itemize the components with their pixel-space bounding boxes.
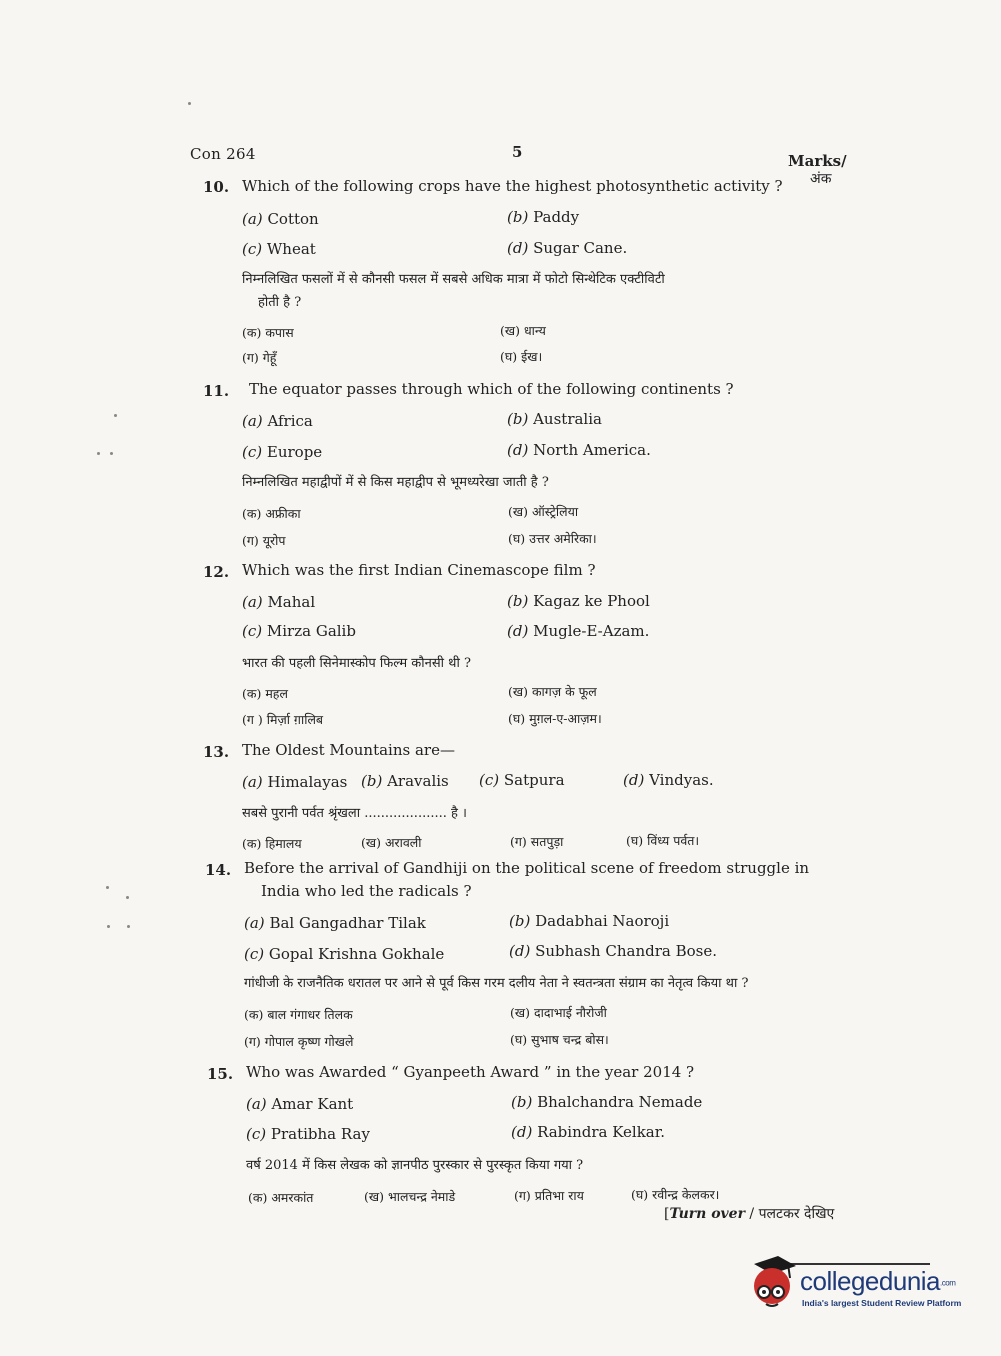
option-d: (d) Rabindra Kelkar.: [511, 1123, 666, 1141]
marks-label-hi: अंक: [810, 171, 832, 187]
question-text: The equator passes through which of the following continents ?: [249, 380, 734, 398]
question-text: Who was Awarded “ Gyanpeeth Award ” in the year 2014 ?: [246, 1063, 695, 1081]
question-text-line-2: India who led the radicals ?: [261, 882, 472, 900]
hindi-option-kha: (ख) अरावली: [361, 835, 422, 850]
hindi-question-line-1: भारत की पहली सिनेमास्कोप फिल्म कौनसी थी ?: [242, 656, 471, 671]
option-c: (c) Wheat: [242, 240, 316, 258]
page-number: 5: [512, 143, 523, 161]
hindi-question-line-1: सबसे पुरानी पर्वत श्रृंखला .................... है ।: [242, 806, 467, 821]
speck: [106, 886, 109, 889]
hindi-option-ga: (ग) गेहूँ: [242, 350, 277, 365]
option-d: (d) Sugar Cane.: [507, 239, 628, 257]
question-number: 11.: [203, 382, 230, 400]
collegedunia-mascot-icon: [744, 1254, 800, 1310]
turn-over-hi: / पलटकर देखिए: [749, 1206, 835, 1222]
speck: [126, 896, 129, 899]
option-c: (c) Satpura: [479, 771, 565, 789]
hindi-option-kha: (ख) धान्य: [500, 323, 546, 338]
option-c: (c) Mirza Galib: [242, 622, 356, 640]
option-b: (b) Paddy: [507, 208, 580, 226]
question-text: The Oldest Mountains are—: [242, 741, 455, 759]
option-d: (d) Subhash Chandra Bose.: [509, 942, 717, 960]
hindi-option-ka: (क) बाल गंगाधर तिलक: [244, 1007, 353, 1022]
speck: [110, 452, 113, 455]
hindi-question-line-1: वर्ष 2014 में किस लेखक को ज्ञानपीठ पुरस्कार से पुरस्कृत किया गया ?: [246, 1158, 584, 1173]
hindi-option-gha: (घ) ईख।: [500, 349, 543, 364]
hindi-question-line-1: गांधीजी के राजनैतिक धरातल पर आने से पूर्व किस गरम दलीय नेता ने स्वतन्त्रता संग्राम का नेतृत्व किया था ?: [244, 976, 749, 991]
option-b: (b) Australia: [507, 410, 602, 428]
collegedunia-wordmark: collegedunia.com: [800, 1266, 956, 1296]
hindi-option-ga: (ग) प्रतिभा राय: [514, 1188, 584, 1203]
hindi-question-line-1: निम्नलिखित महाद्वीपों में से किस महाद्वीप से भूमध्यरेखा जाती है ?: [242, 475, 549, 490]
hindi-option-ka: (क) अफ्रीका: [242, 506, 301, 521]
hindi-option-gha: (घ) उत्तर अमेरिका।: [508, 531, 597, 546]
speck: [188, 102, 191, 105]
question-number: 12.: [203, 563, 230, 581]
hindi-option-kha: (ख) भालचन्द्र नेमाडे: [364, 1189, 456, 1204]
speck: [127, 925, 130, 928]
hindi-option-ka: (क) हिमालय: [242, 836, 302, 851]
question-number: 14.: [205, 861, 232, 879]
logo-rule: [790, 1263, 930, 1265]
hindi-option-ka: (क) कपास: [242, 325, 294, 340]
hindi-option-ga: (ग) गोपाल कृष्ण गोखले: [244, 1034, 354, 1049]
turn-over-en: Turn over: [669, 1206, 745, 1222]
hindi-option-ka: (क) अमरकांत: [248, 1190, 314, 1205]
turn-over-note: [Turn over / पलटकर देखिए: [664, 1206, 835, 1222]
hindi-question-line-2: होती है ?: [258, 295, 302, 310]
option-d: (d) North America.: [507, 441, 651, 459]
marks-header: [788, 152, 847, 188]
question-text: Which of the following crops have the highest photosynthetic activity ?: [242, 177, 783, 195]
option-a: (a) Bal Gangadhar Tilak: [244, 914, 426, 932]
question-number: 10.: [203, 178, 230, 196]
paper-code: Con 264: [190, 145, 256, 163]
option-c: (c) Europe: [242, 443, 323, 461]
collegedunia-tagline: India's largest Student Review Platform: [802, 1298, 962, 1308]
hindi-question-line-1: निम्नलिखित फसलों में से कौनसी फसल में सबसे अधिक मात्रा में फोटो सिन्थेटिक एक्टीविटी: [242, 272, 665, 287]
hindi-option-ga: (ग ) मिर्ज़ा ग़ालिब: [242, 712, 324, 727]
hindi-option-gha: (घ) सुभाष चन्द्र बोस।: [510, 1032, 609, 1047]
option-b: (b) Kagaz ke Phool: [507, 592, 650, 610]
option-b: (b) Bhalchandra Nemade: [511, 1093, 703, 1111]
hindi-option-ka: (क) महल: [242, 686, 288, 701]
hindi-option-gha: (घ) रवीन्द्र केलकर।: [631, 1187, 720, 1202]
option-d: (d) Mugle-E-Azam.: [507, 622, 650, 640]
option-d: (d) Vindyas.: [623, 771, 714, 789]
hindi-option-ga: (ग) यूरोप: [242, 533, 286, 548]
hindi-option-kha: (ख) ऑस्ट्रेलिया: [508, 504, 579, 519]
option-a: (a) Himalayas: [242, 773, 348, 791]
question-number: 15.: [207, 1065, 234, 1083]
hindi-option-kha: (ख) कागज़ के फूल: [508, 684, 597, 699]
speck: [97, 452, 100, 455]
option-a: (a) Africa: [242, 412, 313, 430]
option-c: (c) Gopal Krishna Gokhale: [244, 945, 445, 963]
hindi-option-gha: (घ) मुग़ल-ए-आज़म।: [508, 711, 602, 726]
hindi-option-gha: (घ) विंध्य पर्वत।: [626, 833, 700, 848]
hindi-option-kha: (ख) दादाभाई नौरोजी: [510, 1005, 607, 1020]
option-b: (b) Dadabhai Naoroji: [509, 912, 670, 930]
option-b: (b) Aravalis: [361, 772, 449, 790]
marks-label-en: Marks/: [788, 152, 847, 170]
question-text: Before the arrival of Gandhiji on the political scene of freedom struggle in: [244, 859, 810, 877]
option-c: (c) Pratibha Ray: [246, 1125, 370, 1143]
option-a: (a) Amar Kant: [246, 1095, 354, 1113]
speck: [114, 414, 117, 417]
option-a: (a) Mahal: [242, 593, 316, 611]
hindi-option-ga: (ग) सतपुड़ा: [510, 834, 564, 849]
speck: [107, 925, 110, 928]
question-number: 13.: [203, 743, 230, 761]
question-text: Which was the first Indian Cinemascope film ?: [242, 561, 596, 579]
option-a: (a) Cotton: [242, 210, 319, 228]
